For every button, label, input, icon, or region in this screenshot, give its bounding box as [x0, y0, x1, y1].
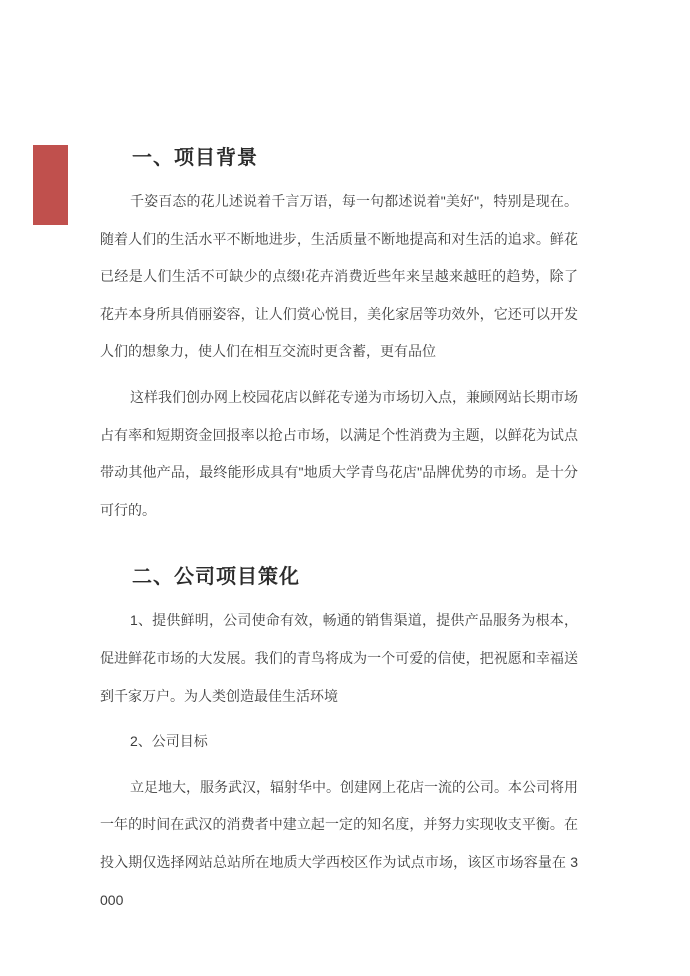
section-heading-project-background: 一、项目背景: [132, 147, 258, 169]
paragraph-flower-meaning: 千姿百态的花儿述说着千言万语，每一句都述说着"美好"，特别是现在。随着人们的生活水平不断地进步，生活质量不断地提高和对生活的追求。鲜花已经是人们生活不可缺少的点缀!花卉消费近些年来呈越来越旺的趋势，除了花卉本身所具俏丽姿容，让人们赏心悦目，美化家居等功效外，它还可以开发人们的想象力，使人们在相互交流时更含蓄，更有品位: [100, 193, 578, 360]
document-content: [100, 0, 578, 927]
section-heading-company-project-planning: 二、公司项目策化: [132, 566, 300, 589]
section-project-background: [100, 144, 578, 529]
paragraph-company-goal-label: 2、公司目标: [130, 733, 208, 750]
paragraph-company-goal-detail: 立足地大，服务武汉，辐射华中。创建网上花店一流的公司。本公司将用一年的时间在武汉的消费者中建立起一定的知名度，并努力实现收支平衡。在投入期仅选择网站总站所在地质大学西校区作为试点市场，该区市场容量在 3000: [100, 778, 578, 908]
section-company-project-planning: [100, 563, 578, 919]
paragraph-online-campus-flower-shop: 这样我们创办网上校园花店以鲜花专递为市场切入点，兼顾网站长期市场占有率和短期资金回报率以抢占市场，以满足个性消费为主题，以鲜花为试点带动其他产品，最终能形成具有"地质大学青鸟花店"品牌优势的市场。是十分可行的。: [100, 388, 578, 518]
paragraph-sales-channel: 1、提供鲜明，公司使命有效，畅通的销售渠道，提供产品服务为根本，促进鲜花市场的大发展。我们的青鸟将成为一个可爱的信使，把祝愿和幸福送到千家万户。为人类创造最佳生活环境: [100, 612, 578, 704]
accent-bar: [33, 145, 68, 225]
